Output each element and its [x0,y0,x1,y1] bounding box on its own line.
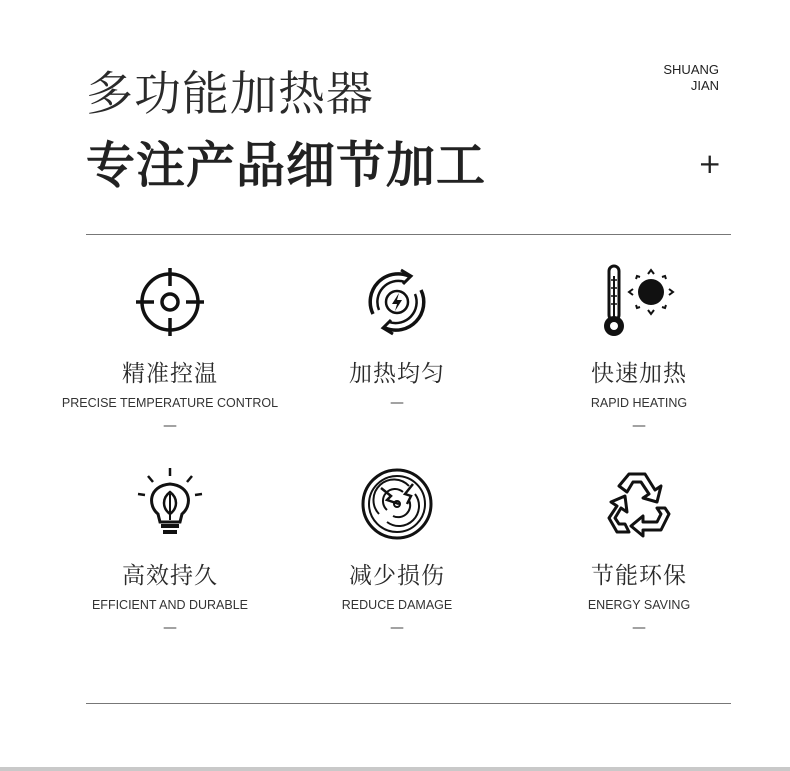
feature-dash: — [163,418,177,434]
feature-title: 快速加热 [591,361,687,387]
feature-subtitle: ENERGY SAVING [587,598,691,612]
brand-line-2: JIAN [690,78,719,93]
feature-dash: — [632,620,646,636]
feature-precise-temperature [50,262,290,433]
footer-bar [0,767,790,771]
thermometer-sun-icon [599,262,679,342]
top-divider [86,234,731,235]
brand-label [663,62,719,94]
feature-dash: — [632,418,646,434]
brand-line-1: SHUANG [663,62,719,77]
feature-dash: — [390,395,404,411]
feature-subtitle: PRECISE TEMPERATURE CONTROL [61,396,279,410]
feature-uniform-heating [277,262,517,410]
cycle-bolt-icon [357,262,437,342]
feature-title: 减少损伤 [349,563,445,589]
plus-icon[interactable]: + [698,147,722,180]
title-line-2: 专注产品细节加工 [86,137,487,194]
shield-damage-icon [357,464,437,544]
feature-energy-saving [519,464,759,635]
bulb-leaf-icon [130,464,210,544]
feature-subtitle: EFFICIENT AND DURABLE [91,598,249,612]
feature-title: 精准控温 [122,361,218,387]
feature-title: 高效持久 [122,563,218,589]
feature-title: 加热均匀 [349,361,445,387]
title-line-1: 多功能加热器 [86,67,374,122]
bottom-divider [86,703,731,704]
feature-rapid-heating [519,262,759,433]
feature-subtitle: REDUCE DAMAGE [341,598,453,612]
feature-efficient-durable [50,464,290,635]
crosshair-icon [130,262,210,342]
feature-title: 节能环保 [591,563,687,589]
feature-subtitle: RAPID HEATING [590,396,688,410]
recycle-icon [599,464,679,544]
feature-dash: — [163,620,177,636]
feature-dash: — [390,620,404,636]
feature-reduce-damage [277,464,517,635]
